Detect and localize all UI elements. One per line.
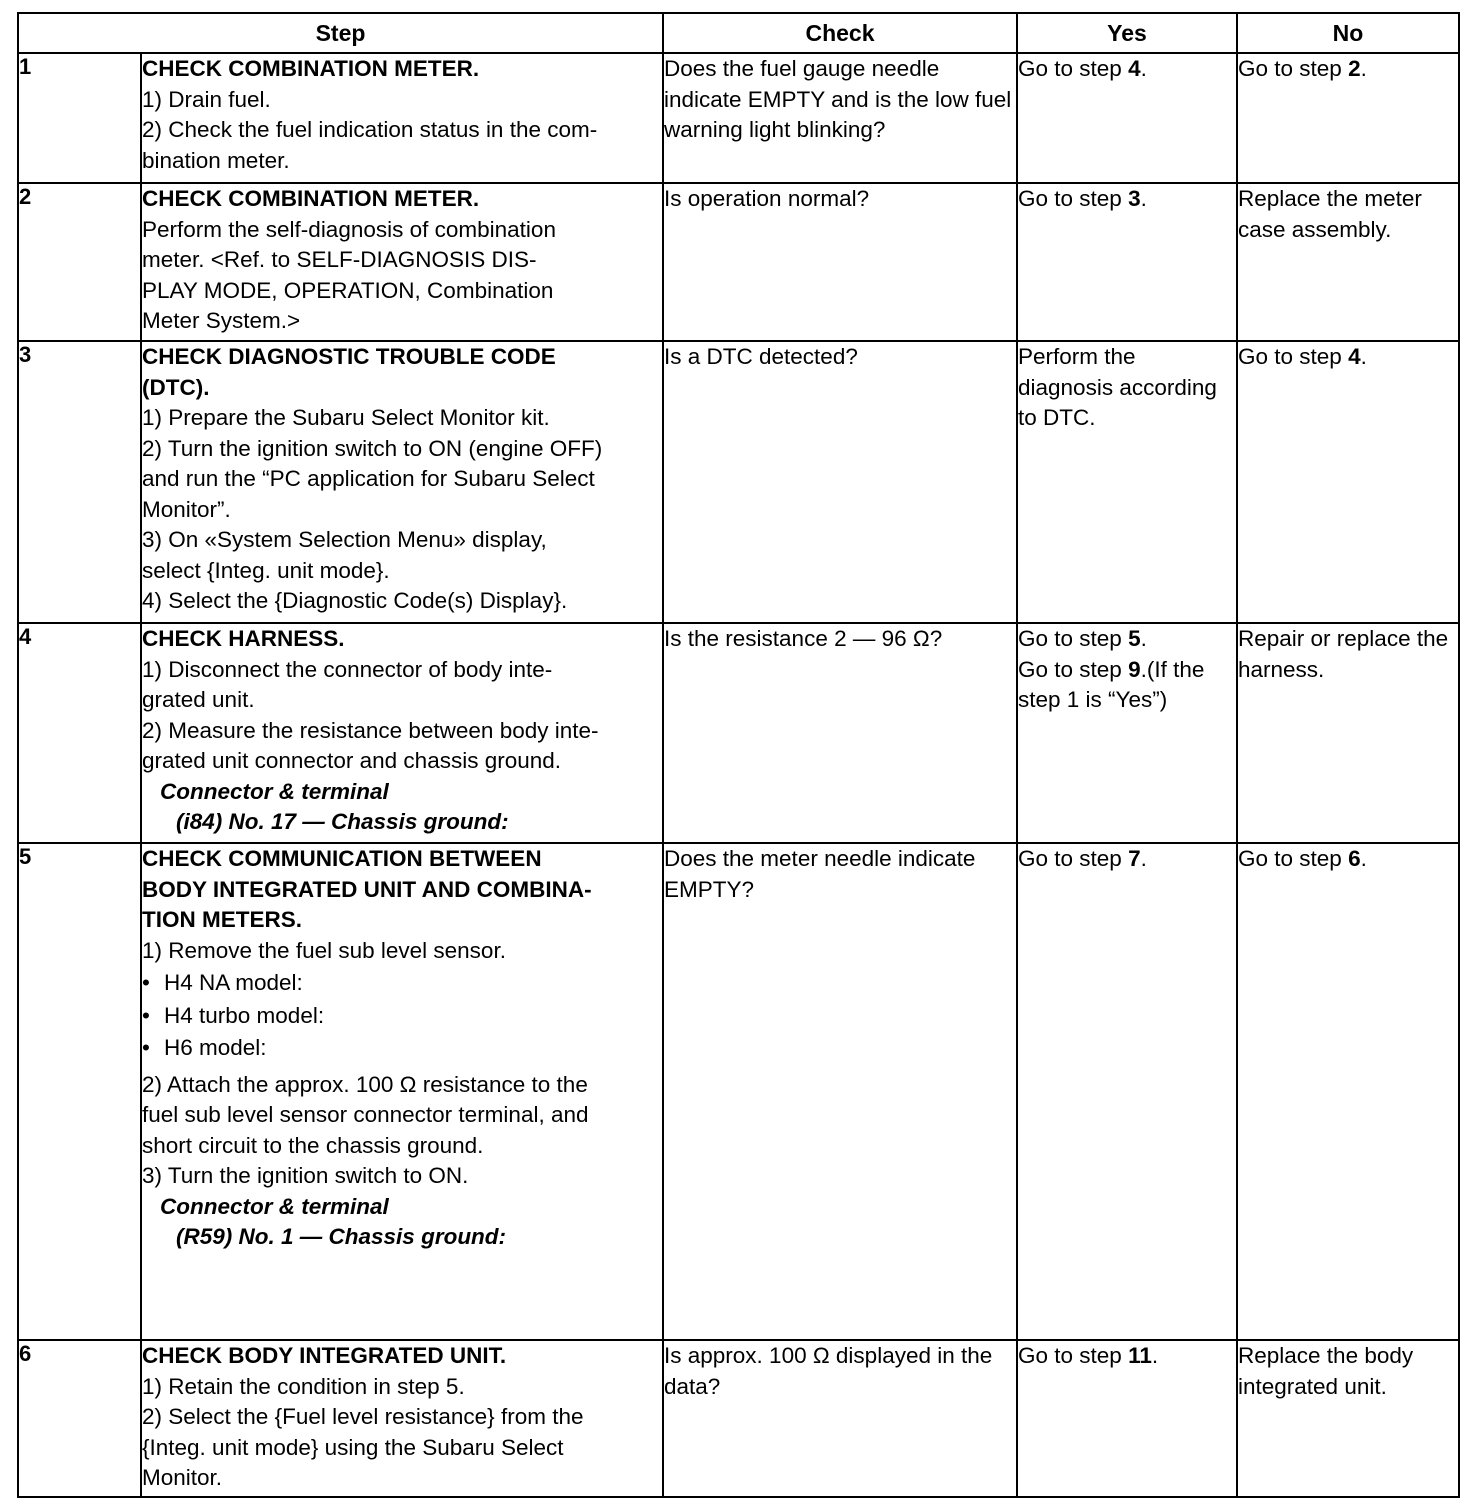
step-description (141, 183, 663, 341)
yes-action: Go to step 4. (1017, 53, 1237, 183)
step-line: 3) On «System Selection Menu» display, (142, 527, 547, 552)
step-title: CHECK COMBINATION METER. (142, 186, 480, 211)
bullet-dot-icon: • (142, 1035, 150, 1060)
no-step-ref: 2 (1348, 56, 1361, 81)
bullet-item: • H4 NA model: (142, 968, 662, 999)
bullet-item: • H6 model: (142, 1033, 662, 1064)
check-question: Is the resistance 2 — 96 Ω? (663, 623, 1017, 843)
step-title: (DTC). (142, 374, 210, 400)
step-description (141, 53, 663, 183)
step-line: 4) Select the {Diagnostic Code(s) Display}. (142, 588, 568, 613)
step-title: CHECK HARNESS. (142, 626, 345, 651)
header-yes: Yes (1017, 13, 1237, 53)
step-line: 2) Measure the resistance between body inte- (142, 717, 599, 743)
step-line: {Integ. unit mode} using the Subaru Select (142, 1434, 564, 1460)
yes-step-ref: 3 (1128, 186, 1141, 211)
step-description (141, 1340, 663, 1497)
diagnostic-table (17, 12, 1460, 1498)
no-action: Replace the meter case assembly. (1237, 183, 1459, 341)
yes-action: Go to step 5. Go to step 9.(If the step 1 is “Yes”) (1017, 623, 1237, 843)
step-line: and run the “PC application for Subaru Select (142, 466, 595, 491)
check-question: Is a DTC detected? (663, 341, 1017, 623)
step-line: Monitor. (142, 1465, 223, 1490)
table-row (18, 1340, 1459, 1497)
step-line: 1) Prepare the Subaru Select Monitor kit. (142, 405, 550, 430)
step-number: 2 (18, 183, 141, 341)
yes-step-ref-alt: 9 (1128, 656, 1141, 682)
step-line: meter. <Ref. to SELF-DIAGNOSIS DIS- (142, 247, 537, 272)
yes-step-ref: 5 (1128, 626, 1141, 651)
check-question: Does the meter needle indicate EMPTY? (663, 843, 1017, 1340)
step-line: PLAY MODE, OPERATION, Combination (142, 277, 554, 303)
no-step-ref: 6 (1348, 846, 1361, 871)
step-description (141, 623, 663, 843)
no-action: Go to step 2. (1237, 53, 1459, 183)
bullet-item: • H4 turbo model: (142, 1001, 662, 1032)
step-line: 2) Attach the approx. 100 Ω resistance to the (142, 1071, 588, 1097)
no-action: Go to step 4. (1237, 341, 1459, 623)
step-line: Monitor”. (142, 496, 231, 522)
step-line: Perform the self-diagnosis of combination (142, 216, 556, 242)
yes-step-ref: 11 (1128, 1343, 1152, 1368)
yes-action: Go to step 11. (1017, 1340, 1237, 1497)
step-title: CHECK DIAGNOSTIC TROUBLE CODE (142, 344, 556, 369)
step-title: CHECK BODY INTEGRATED UNIT. (142, 1343, 507, 1368)
step-line: bination meter. (142, 147, 290, 173)
no-action: Replace the body integrated unit. (1237, 1340, 1459, 1497)
step-line: Meter System.> (142, 308, 301, 333)
step-line: 1) Retain the condition in step 5. (142, 1373, 465, 1399)
connector-label: Connector & terminal (160, 1193, 389, 1219)
check-question: Is approx. 100 Ω displayed in the data? (663, 1340, 1017, 1497)
connector-terminal: (i84) No. 17 — Chassis ground: (176, 809, 509, 834)
step-line: 2) Turn the ignition switch to ON (engine OFF) (142, 435, 603, 461)
step-title: CHECK COMBINATION METER. (142, 56, 480, 81)
table-row (18, 843, 1459, 1340)
step-description (141, 341, 663, 623)
step-line: 1) Drain fuel. (142, 86, 271, 112)
bullet-dot-icon: • (142, 1002, 150, 1028)
table-row (18, 53, 1459, 183)
no-action: Go to step 6. (1237, 843, 1459, 1340)
no-action: Repair or replace the harness. (1237, 623, 1459, 843)
step-line: grated unit connector and chassis ground. (142, 748, 562, 773)
check-question: Is operation normal? (663, 183, 1017, 341)
connector-label: Connector & terminal (160, 778, 389, 804)
header-no: No (1237, 13, 1459, 53)
header-check: Check (663, 13, 1017, 53)
step-number: 3 (18, 341, 141, 623)
table-row (18, 183, 1459, 341)
yes-step-ref: 7 (1128, 846, 1141, 871)
step-number: 1 (18, 53, 141, 183)
yes-action: Go to step 7. (1017, 843, 1237, 1340)
step-title: BODY INTEGRATED UNIT AND COMBINA- (142, 876, 592, 902)
step-number: 4 (18, 623, 141, 843)
step-line: fuel sub level sensor connector terminal, and (142, 1102, 589, 1127)
step-description (141, 843, 663, 1340)
bullet-dot-icon: • (142, 970, 150, 995)
step-line: select {Integ. unit mode}. (142, 557, 390, 583)
step-line: grated unit. (142, 687, 255, 712)
step-line: 2) Check the fuel indication status in the com- (142, 117, 598, 142)
yes-action: Perform the diagnosis according to DTC. (1017, 341, 1237, 623)
yes-step-ref: 4 (1128, 56, 1141, 81)
step-line: 1) Disconnect the connector of body inte- (142, 656, 553, 682)
yes-action: Go to step 3. (1017, 183, 1237, 341)
no-step-ref: 4 (1348, 344, 1361, 369)
step-line: 2) Select the {Fuel level resistance} from the (142, 1404, 584, 1429)
step-title: CHECK COMMUNICATION BETWEEN (142, 846, 542, 871)
step-number: 5 (18, 843, 141, 1340)
check-question: Does the fuel gauge needle indicate EMPTY and is the low fuel warning light blinking? (663, 53, 1017, 183)
header-step: Step (18, 13, 663, 53)
step-line: 1) Remove the fuel sub level sensor. (142, 937, 506, 963)
table-row (18, 341, 1459, 623)
connector-terminal: (R59) No. 1 — Chassis ground: (176, 1224, 507, 1249)
table-row (18, 623, 1459, 843)
step-line: short circuit to the chassis ground. (142, 1132, 484, 1158)
step-line: 3) Turn the ignition switch to ON. (142, 1163, 469, 1188)
table-header-row (18, 13, 1459, 53)
step-number: 6 (18, 1340, 141, 1497)
step-title: TION METERS. (142, 907, 303, 932)
